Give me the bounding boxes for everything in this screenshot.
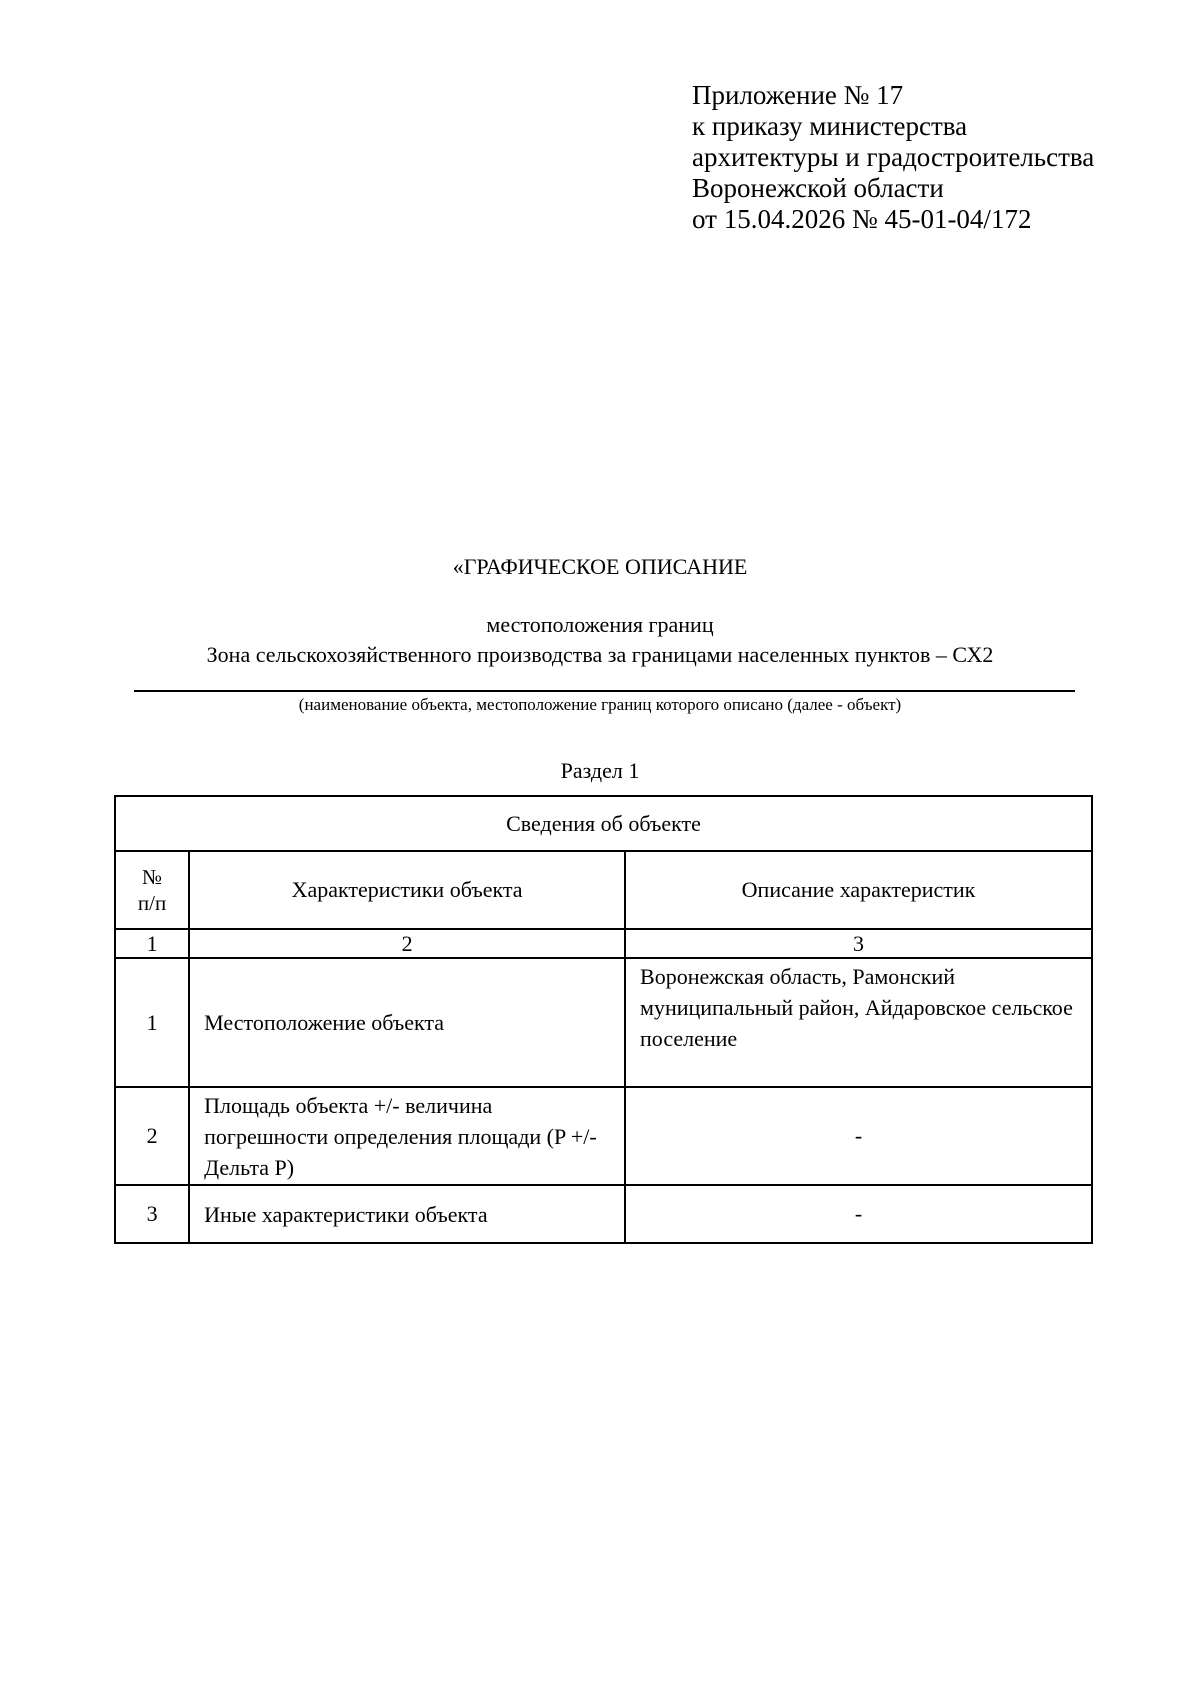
column-number: 3 xyxy=(625,929,1092,958)
row-characteristic: Площадь объекта +/- величина погрешности определения площади (P +/- Дельта P) xyxy=(189,1087,625,1185)
underline-rule xyxy=(134,690,1075,692)
column-number: 2 xyxy=(189,929,625,958)
appendix-line: к приказу министерства xyxy=(692,111,968,141)
row-description: - xyxy=(625,1087,1092,1185)
table-row xyxy=(115,958,1092,1087)
appendix-line: Приложение № 17 xyxy=(692,80,904,110)
row-description: Воронежская область, Рамонский муниципальный район, Айдаровское сельское поселение xyxy=(625,958,1092,1087)
column-header-description: Описание характеристик xyxy=(625,851,1092,929)
document-subtitle xyxy=(0,610,1200,670)
document-title: «ГРАФИЧЕСКОЕ ОПИСАНИЕ xyxy=(452,554,748,579)
appendix-line: архитектуры и градостроительства xyxy=(692,142,1095,172)
column-header-number-line-2: п/п xyxy=(137,891,167,915)
table-header: Сведения об объекте xyxy=(115,796,1092,851)
appendix-line: Воронежской области xyxy=(692,173,944,203)
column-header-row xyxy=(115,851,1092,929)
row-number: 1 xyxy=(115,958,189,1087)
table-header-row xyxy=(115,796,1092,851)
column-number: 1 xyxy=(115,929,189,958)
appendix-line: от 15.04.2026 № 45-01-04/172 xyxy=(692,204,1032,234)
column-header-number xyxy=(115,851,189,929)
section-heading: Раздел 1 xyxy=(560,758,640,783)
column-number-row xyxy=(115,929,1092,958)
object-info-table xyxy=(114,795,1093,1244)
row-characteristic: Местоположение объекта xyxy=(189,958,625,1087)
subtitle-line-2: Зона сельскохозяйственного производства за границами населенных пунктов – СХ2 xyxy=(206,642,994,667)
subtitle-line-1: местоположения границ xyxy=(486,612,714,637)
object-caption: (наименование объекта, местоположение границ которого описано (далее - объект) xyxy=(298,695,902,714)
appendix-block xyxy=(692,80,1094,235)
row-characteristic: Иные характеристики объекта xyxy=(189,1185,625,1243)
table-row xyxy=(115,1087,1092,1185)
row-number: 3 xyxy=(115,1185,189,1243)
row-number: 2 xyxy=(115,1087,189,1185)
column-header-characteristics: Характеристики объекта xyxy=(189,851,625,929)
table-row xyxy=(115,1185,1092,1243)
column-header-number-line-1: № xyxy=(142,865,163,889)
row-description: - xyxy=(625,1185,1092,1243)
